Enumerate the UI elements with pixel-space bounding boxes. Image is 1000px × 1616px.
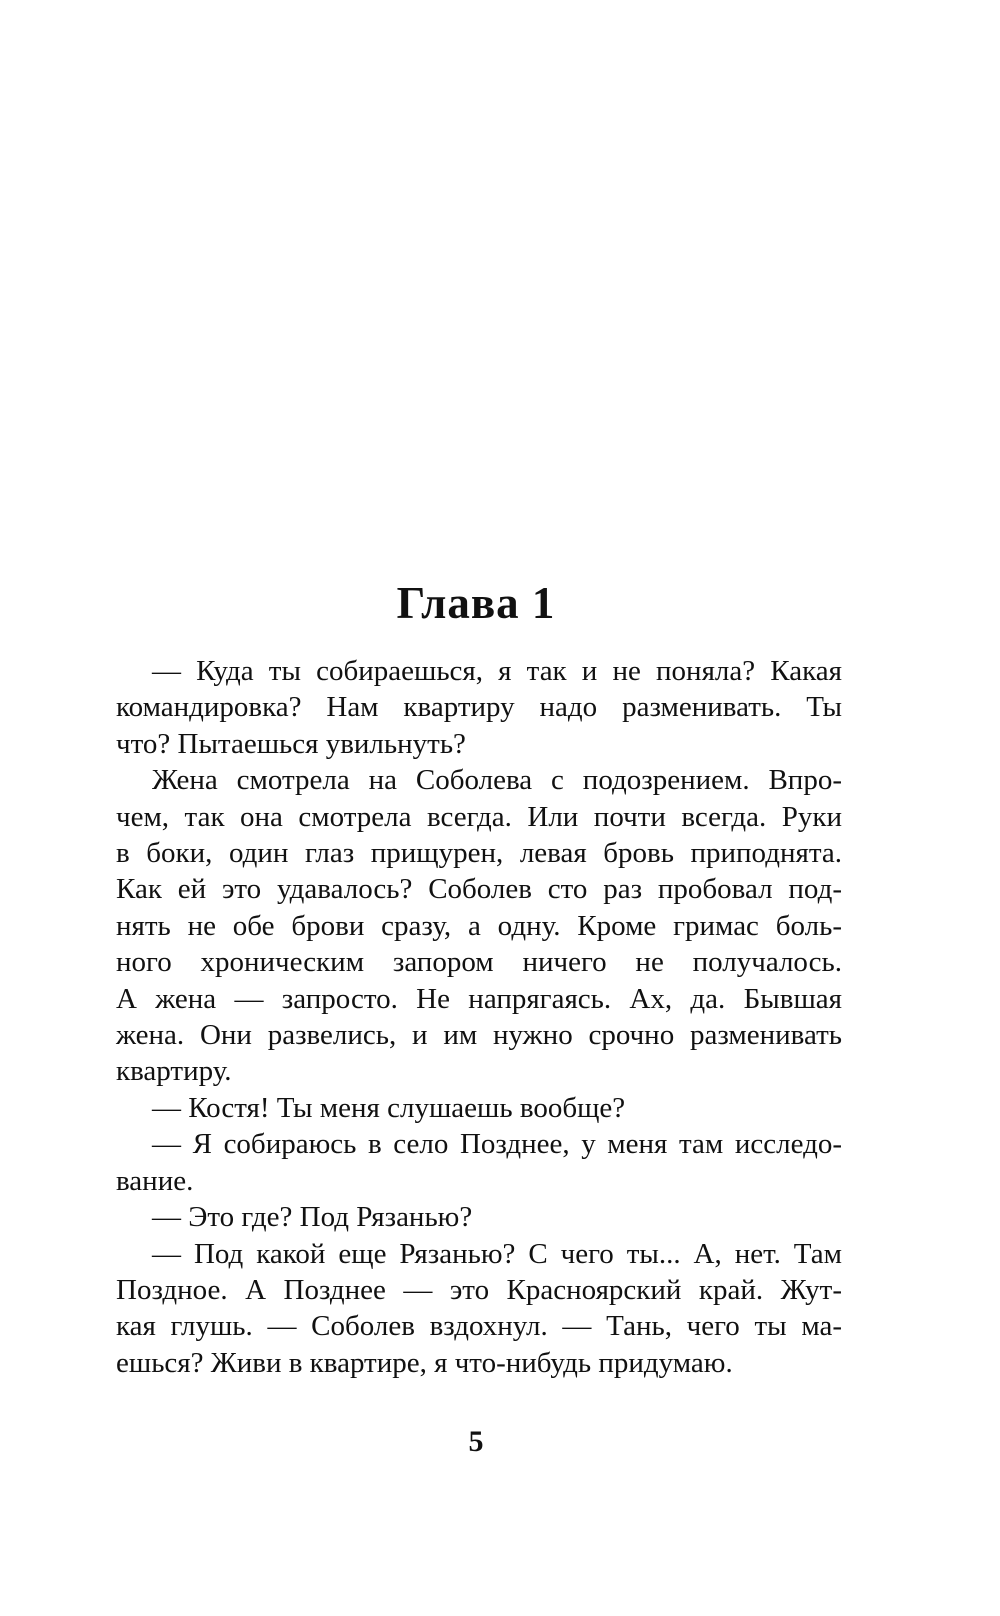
paragraph [116, 1199, 842, 1235]
paragraph [116, 1090, 842, 1126]
text-line: кая глушь. — Соболев вздохнул. — Тань, чего ты ма- [116, 1310, 842, 1343]
chapter-title: Глава 1 [396, 578, 556, 628]
page-number: 5 [468, 1425, 484, 1458]
text-line: вание. [116, 1164, 194, 1197]
text-line: ного хроническим запором ничего не получалось. [116, 946, 842, 979]
text-line: Жена смотрела на Соболева с подозрением. Впро- [152, 764, 842, 797]
text-line: А жена — запросто. Не напрягаясь. Ах, да. Бывшая [116, 982, 842, 1015]
text-line: — Это где? Под Рязанью? [152, 1201, 473, 1234]
text-line: ешься? Живи в квартире, я что-нибудь придумаю. [116, 1346, 733, 1379]
paragraph [116, 1236, 842, 1382]
text-line: — Костя! Ты меня слушаешь вообще? [152, 1091, 626, 1124]
text-line: чем, так она смотрела всегда. Или почти всегда. Руки [116, 800, 842, 833]
text-line: что? Пытаешься увильнуть? [116, 727, 466, 760]
text-line: — Я собираюсь в село Позднее, у меня там исследо- [152, 1128, 842, 1161]
text-line: — Куда ты собираешься, я так и не поняла? Какая [152, 655, 842, 687]
text-line: Поздное. А Позднее — это Красноярский край. Жут- [116, 1273, 842, 1306]
paragraph [116, 1126, 842, 1199]
text-line: командировка? Нам квартиру надо разменивать. Ты [116, 691, 842, 724]
text-line: — Под какой еще Рязанью? С чего ты... А, нет. Там [152, 1237, 842, 1270]
text-line: жена. Они развелись, и им нужно срочно разменивать [116, 1019, 842, 1052]
paragraph [116, 762, 842, 1090]
text-line: в боки, один глаз прищурен, левая бровь приподнята. [116, 837, 842, 870]
text-line: Как ей это удавалось? Соболев сто раз пробовал под- [116, 873, 842, 906]
text-line: квартиру. [116, 1055, 232, 1088]
chapter-body [116, 653, 842, 1381]
paragraph [116, 653, 842, 762]
text-line: нять не обе брови сразу, а одну. Кроме гримас боль- [116, 909, 842, 942]
